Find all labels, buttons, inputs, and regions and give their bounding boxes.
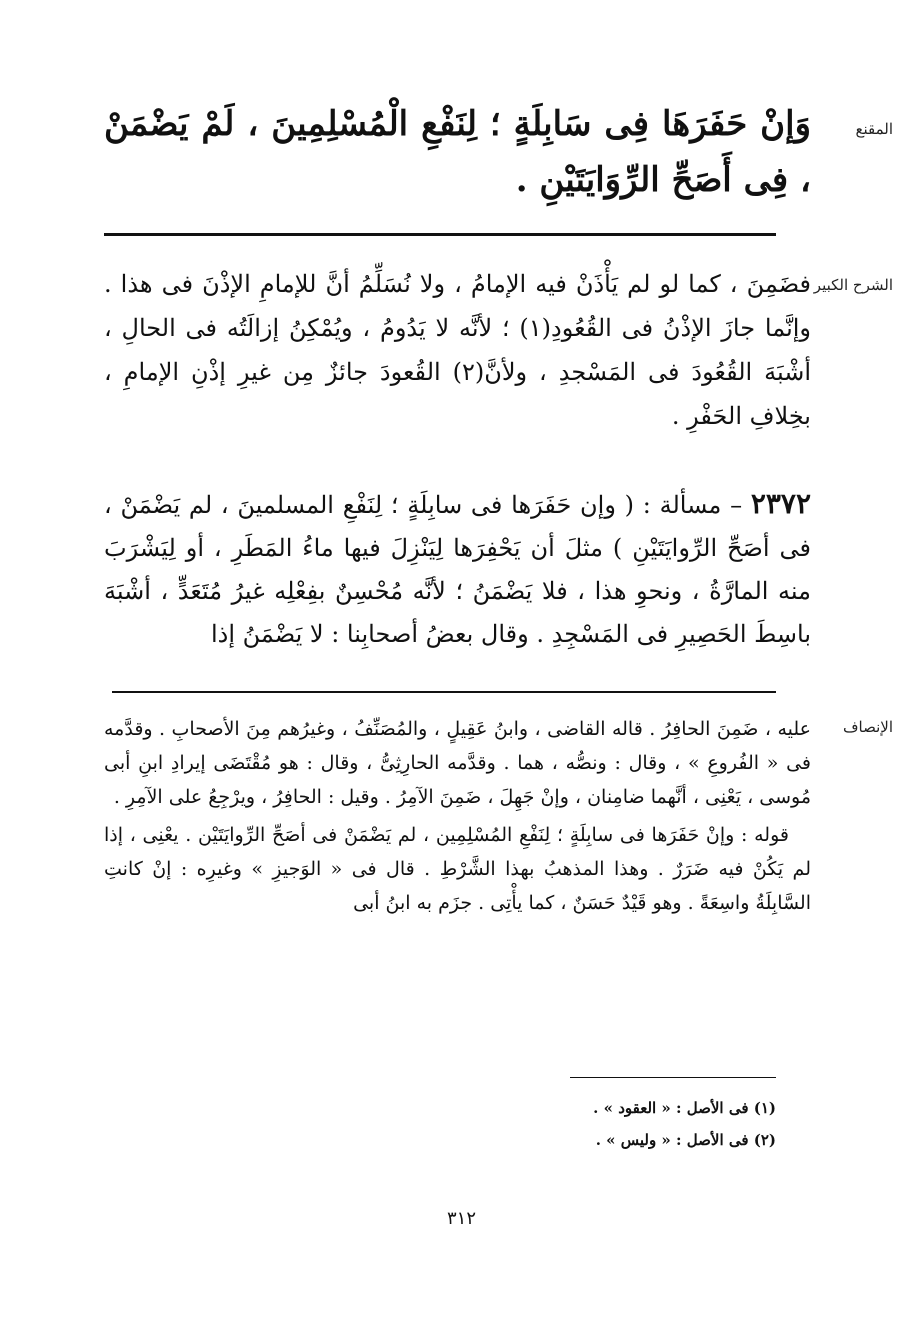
muqni-label: المقنع bbox=[855, 120, 893, 138]
footnote-1: (١) فى الأصل : « العقود » . bbox=[593, 1099, 776, 1117]
sharh-label: الشرح الكبير bbox=[813, 276, 893, 294]
masala-text: – مسألة : ( وإن حَفَرَها فى سابِلَةٍ ؛ لِنَفْعِ المسلمينَ ، لم يَضْمَنْ ، فى أصَحِّ الرِّوايَتَيْنِ ) مثلَ أن يَحْفِرَها لِيَنْزِلَ فيها ماءُ المَطَرِ ، أو لِيَشْرَبَ منه المارَّةُ ، ونحوِ هذا ، فلا يَضْمَنُ ؛ لأنَّه مُحْسِنٌ بفِعْلِه غيرُ مُتَعَدٍّ ، أشْبَهَ باسِطَ الحَصِيرِ فى المَسْجِدِ . وقال بعضُ أصحابِنا : لا يَضْمَنُ إذا bbox=[104, 491, 811, 648]
insaf-text-block bbox=[104, 712, 811, 920]
insaf-paragraph-1: عليه ، ضَمِنَ الحافِرُ . قاله القاضى ، وابنُ عَقِيلٍ ، والمُصَنِّفُ ، وغيرُهم مِنَ الأصحابِ . وقدَّمه فى « الفُروعِ » ، وقال : ونصُّه ، هما . وقدَّمه الحارِثِىُّ ، وقال : هو مُقْتَضَى إيرادِ ابنِ أبى مُوسى ، يَعْنِى ، أنَّهما ضامِنان ، وإنْ جَهِلَ ، ضَمِنَ الآمِرُ . وقيل : الحافِرُ ، ويرْجِعُ على الآمِرِ . bbox=[104, 718, 811, 808]
insaf-label: الإنصاف bbox=[842, 718, 893, 736]
muqni-text: وَإنْ حَفَرَهَا فِى سَابِلَةٍ ؛ لِنَفْعِ الْمُسْلِمِينَ ، لَمْ يَضْمَنْ ، فِى أَصَحِّ الرِّوَايَتَيْنِ . bbox=[104, 104, 811, 200]
muqni-text-block bbox=[104, 96, 811, 208]
masala-text-block bbox=[104, 482, 811, 656]
footnote-divider bbox=[570, 1077, 776, 1078]
sharh-paragraph: فضَمِنَ ، كما لو لم يَأْذَنْ فيه الإمامُ ، ولا نُسَلِّمُ أنَّ للإمامِ الإذْنَ فى هذا . وإنَّما جازَ الإذْنُ فى القُعُودِ(١) ؛ لأنَّه لا يَدُومُ ، ويُمْكِنُ إزالَتُه فى الحالِ ، أشْبَهَ القُعُودَ فى المَسْجدِ ، ولأنَّ(٢) القُعودَ جائزٌ مِن غيرِ إذْنِ الإمامِ ، بخِلافِ الحَفْرِ . bbox=[104, 270, 811, 430]
footnotes bbox=[300, 1092, 776, 1156]
footnote-2: (٢) فى الأصل : « وليس » . bbox=[595, 1131, 776, 1149]
page-number: ٣١٢ bbox=[446, 1208, 476, 1229]
masala-number: ٢٣٧٢ bbox=[750, 487, 811, 520]
muqni-divider bbox=[104, 233, 776, 236]
sharh-text-block bbox=[104, 262, 811, 438]
insaf-paragraph-2: قوله : وإنْ حَفَرَها فى سابِلَةٍ ؛ لِنَفْعِ المُسْلِمِين ، لم يَضْمَنْ فى أصَحِّ الرِّوايَتَيْن . يعْنِى ، إذا لم يَكُنْ فيه ضَرَرٌ . وهذا المذهبُ بهذا الشَّرْطِ . قال فى « الوَجيزِ » وغيرِه : إنْ كانتِ السَّابِلَةُ واسِعَةً . وهو قَيْدٌ حَسَنٌ ، كما يأْتِى . جزَم به ابنُ أبى bbox=[104, 824, 811, 914]
masala-paragraph bbox=[104, 482, 811, 656]
sharh-divider bbox=[112, 691, 776, 693]
